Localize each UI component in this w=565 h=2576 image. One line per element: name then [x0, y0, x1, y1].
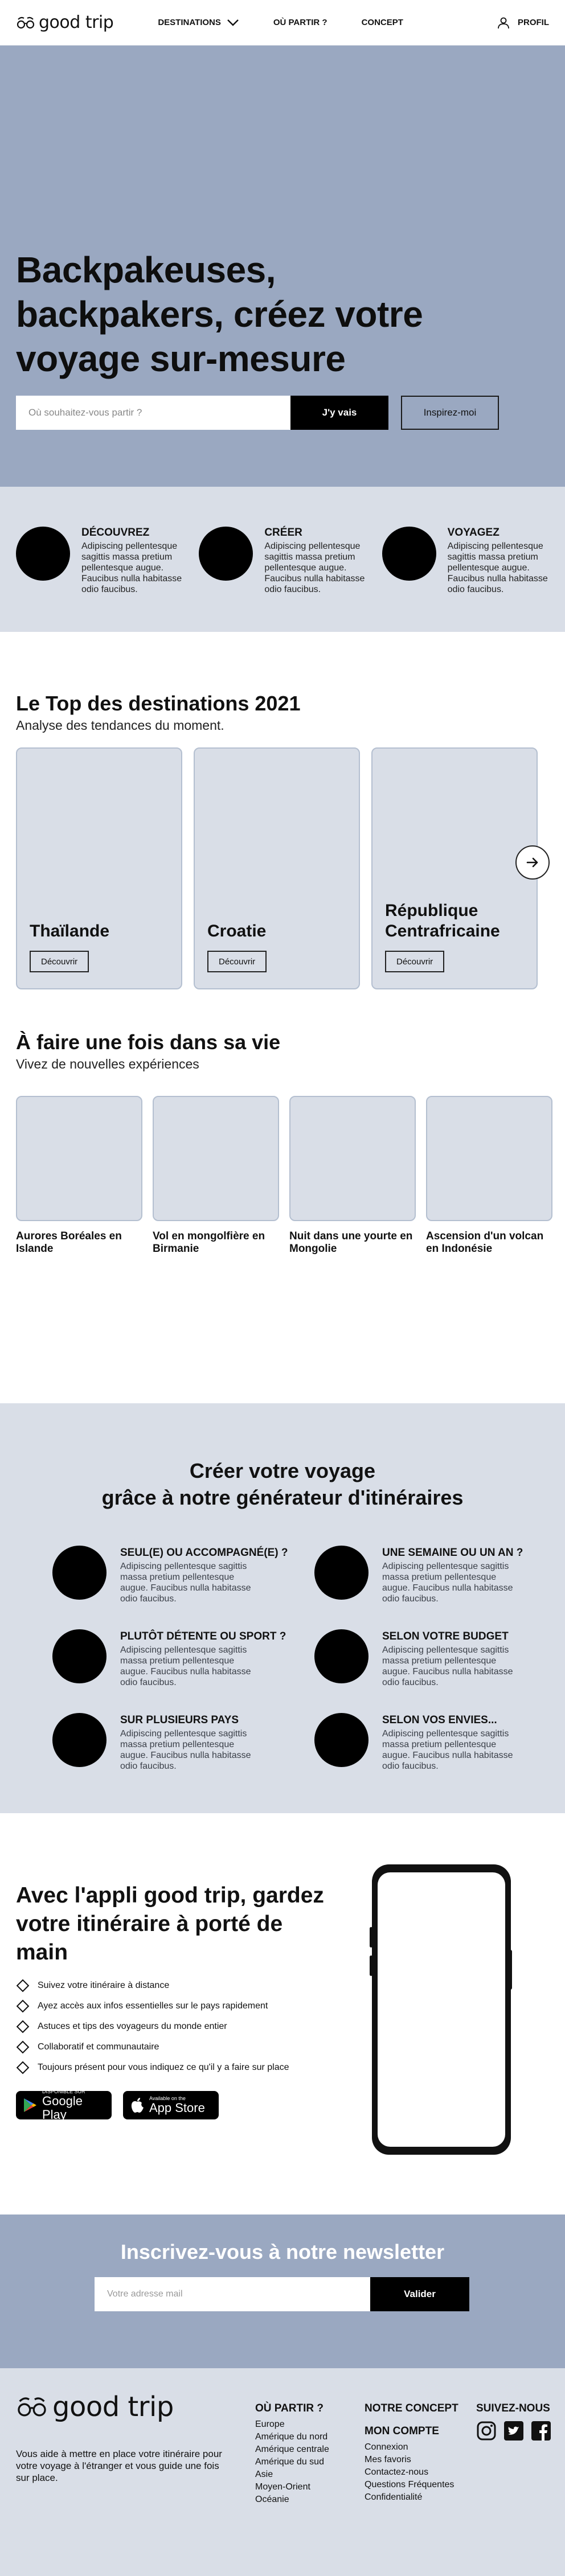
nav-destinations-label: DESTINATIONS	[158, 18, 221, 27]
criteria-item	[52, 1629, 314, 1688]
phone-volume-down	[370, 1955, 372, 1976]
once-in-life-subtitle: Vivez de nouvelles expériences	[16, 1057, 199, 1071]
experience-label: Aurores Boréales en Islande	[16, 1230, 122, 1255]
footer-link[interactable]: Connexion	[365, 2442, 408, 2452]
app-store-small-text: Available on the	[149, 2096, 186, 2101]
experience-image	[289, 1096, 416, 1221]
app-store-badge[interactable]	[123, 2091, 219, 2119]
hero-section	[0, 46, 565, 487]
phone-volume-up	[370, 1927, 372, 1948]
footer-link[interactable]: Europe	[255, 2419, 285, 2429]
destination-name: Thaïlande	[30, 922, 110, 940]
criteria-item	[314, 1546, 523, 1604]
generator-title-line2: grâce à notre générateur d'itinéraires	[101, 1486, 464, 1509]
destination-card-croatie[interactable]	[194, 747, 360, 989]
list-item	[16, 1975, 289, 1996]
newsletter-section	[0, 2215, 565, 2368]
list-item	[16, 2016, 289, 2037]
criteria-title: SEUL(E) OU ACCOMPAGNÉ(E) ?	[120, 1547, 288, 1559]
footer-link[interactable]: Contactez-nous	[365, 2467, 429, 2477]
discover-button[interactable]: Découvrir	[30, 951, 89, 972]
top-destinations-subtitle: Analyse des tendances du moment.	[16, 718, 224, 733]
criteria-desc: Adipiscing pellentesque sagittis massa pretium pellentesque augue. Faucibus nulla habitasse odio faucibus.	[120, 1645, 251, 1687]
phone-side-button	[509, 1950, 512, 1990]
experience-image	[153, 1096, 279, 1221]
newsletter-submit-button[interactable]: Valider	[370, 2277, 469, 2311]
criteria-circle-icon	[52, 1546, 107, 1600]
app-feature-list	[16, 1975, 289, 2078]
experience-label: Ascension d'un volcan en Indonésie	[426, 1230, 544, 1255]
footer-col-title: SUIVEZ-NOUS	[476, 2402, 550, 2414]
diamond-bullet-icon	[17, 2000, 30, 2013]
instagram-icon[interactable]	[476, 2421, 497, 2441]
main-nav	[158, 18, 403, 27]
generator-section	[0, 1403, 565, 1813]
logo-text: good trip	[39, 13, 114, 32]
top-destinations-section	[0, 632, 565, 1030]
inspire-button[interactable]: Inspirez-moi	[401, 396, 499, 430]
nav-ou-partir[interactable]	[273, 18, 327, 27]
criteria-item	[314, 1713, 519, 1772]
feature-creer	[199, 527, 366, 632]
criteria-title: PLUTÔT DÉTENTE OU SPORT ?	[120, 1630, 286, 1642]
destination-name: République Centrafricaine	[385, 901, 500, 940]
facebook-icon[interactable]	[531, 2421, 551, 2441]
destination-cards	[16, 747, 538, 989]
diamond-bullet-icon	[17, 2061, 30, 2074]
discover-button[interactable]: Découvrir	[207, 951, 267, 972]
footer-description: Vous aide à mettre en place votre itinéraire pour votre voyage à l'étranger et vous guide une fois sur place.	[16, 2448, 222, 2483]
list-item-text: Collaboratif et communautaire	[38, 2042, 159, 2052]
footer-col-title: OÙ PARTIR ?	[255, 2402, 324, 2414]
newsletter-email-input[interactable]	[95, 2277, 370, 2311]
go-button[interactable]: J'y vais	[290, 396, 388, 430]
criteria-title: SELON VOTRE BUDGET	[382, 1630, 509, 1642]
criteria-title: UNE SEMAINE OU UN AN ?	[382, 1547, 523, 1559]
once-in-life-title: À faire une fois dans sa vie	[16, 1030, 281, 1054]
site-footer	[0, 2368, 565, 2576]
feature-desc: Adipiscing pellentesque sagittis massa pretium pellentesque augue. Faucibus nulla habitasse odio faucibus.	[81, 541, 182, 594]
chevron-down-icon	[227, 19, 239, 27]
criteria-desc: Adipiscing pellentesque sagittis massa pretium pellentesque augue. Faucibus nulla habitasse odio faucibus.	[382, 1562, 513, 1604]
feature-desc: Adipiscing pellentesque sagittis massa pretium pellentesque augue. Faucibus nulla habitasse odio faucibus.	[447, 541, 548, 594]
footer-link[interactable]: Amérique centrale	[255, 2444, 329, 2454]
diamond-bullet-icon	[17, 2020, 30, 2033]
nav-concept-label: CONCEPT	[361, 18, 403, 27]
newsletter-form	[95, 2277, 469, 2311]
experience-cards	[16, 1096, 552, 1255]
site-header	[0, 0, 565, 46]
diamond-bullet-icon	[17, 1979, 30, 1992]
experience-label: Nuit dans une yourte en Mongolie	[289, 1230, 413, 1255]
generator-title	[0, 1457, 565, 1511]
apple-icon	[130, 2097, 145, 2114]
list-item-text: Toujours présent pour vous indiquez ce qu'il y a faire sur place	[38, 2063, 289, 2072]
feature-title: CRÉER	[264, 527, 302, 539]
list-item-text: Ayez accès aux infos essentielles sur le pays rapidement	[38, 2001, 268, 2011]
criteria-title: SUR PLUSIEURS PAYS	[120, 1714, 239, 1726]
experience-card[interactable]	[153, 1096, 279, 1255]
criteria-circle-icon	[52, 1713, 107, 1767]
criteria-circle-icon	[314, 1629, 369, 1683]
diamond-bullet-icon	[17, 2041, 30, 2054]
criteria-desc: Adipiscing pellentesque sagittis massa pretium pellentesque augue. Faucibus nulla habitasse odio faucibus.	[120, 1729, 251, 1771]
glasses-logo-icon	[16, 2396, 48, 2418]
glasses-logo-icon	[16, 16, 35, 30]
discover-button[interactable]: Découvrir	[385, 951, 444, 972]
next-arrow-button[interactable]	[515, 845, 550, 880]
destination-search-input[interactable]	[16, 396, 290, 430]
criteria-desc: Adipiscing pellentesque sagittis massa pretium pellentesque augue. Faucibus nulla habitasse odio faucibus.	[382, 1645, 513, 1687]
feature-circle-icon	[16, 527, 70, 581]
experience-image	[426, 1096, 552, 1221]
hero-title: Backpakeuses, backpakers, créez votre voyage sur-mesure	[16, 249, 423, 379]
footer-link[interactable]: Mes favoris	[365, 2455, 411, 2464]
criteria-circle-icon	[314, 1713, 369, 1767]
footer-col-title[interactable]: NOTRE CONCEPT	[365, 2402, 458, 2414]
criteria-desc: Adipiscing pellentesque sagittis massa pretium pellentesque augue. Faucibus nulla habitasse odio faucibus.	[382, 1729, 513, 1771]
list-item	[16, 1996, 289, 2016]
footer-col-social	[476, 2402, 551, 2441]
criteria-circle-icon	[314, 1546, 369, 1600]
nav-concept[interactable]	[362, 18, 403, 27]
experience-image	[16, 1096, 142, 1221]
arrow-right-icon	[524, 854, 541, 871]
experience-label: Vol en mongolfière en Birmanie	[153, 1230, 265, 1255]
footer-link[interactable]: Questions Fréquentes	[365, 2480, 455, 2489]
top-destinations-title: Le Top des destinations 2021	[16, 692, 301, 715]
phone-screen	[378, 1872, 505, 2147]
destination-name: Croatie	[207, 922, 267, 940]
features-section	[0, 487, 565, 632]
generator-title-line1: Créer votre voyage	[189, 1459, 376, 1482]
feature-circle-icon	[199, 527, 253, 581]
footer-link[interactable]: Confidentialité	[365, 2492, 423, 2502]
nav-ou-partir-label: OÙ PARTIR ?	[273, 18, 327, 27]
list-item	[16, 2057, 289, 2078]
app-store-big-text: App Store	[149, 2101, 205, 2115]
footer-link[interactable]: Moyen-Orient	[255, 2482, 310, 2492]
feature-circle-icon	[382, 527, 436, 581]
app-section	[0, 1813, 565, 2215]
newsletter-title: Inscrivez-vous à notre newsletter	[120, 2240, 445, 2263]
feature-title: DÉCOUVREZ	[81, 527, 150, 539]
feature-voyagez	[382, 527, 549, 632]
experience-card[interactable]	[16, 1096, 142, 1255]
feature-decouvrez	[16, 527, 183, 632]
experience-card[interactable]	[289, 1096, 416, 1255]
footer-col-destinations	[255, 2402, 329, 2506]
footer-logo[interactable]	[16, 2391, 174, 2423]
store-badges	[16, 2089, 219, 2122]
google-play-small-text: DISPONIBLE SUR	[42, 2089, 85, 2094]
feature-desc: Adipiscing pellentesque sagittis massa pretium pellentesque augue. Faucibus nulla habitasse odio faucibus.	[264, 541, 365, 594]
footer-link[interactable]: Amérique du sud	[255, 2457, 324, 2467]
footer-col-title: MON COMPTE	[365, 2425, 439, 2437]
criteria-desc: Adipiscing pellentesque sagittis massa pretium pellentesque augue. Faucibus nulla habitasse odio faucibus.	[120, 1562, 251, 1604]
criteria-item	[314, 1629, 519, 1688]
footer-col-concept	[365, 2402, 458, 2504]
twitter-icon[interactable]	[503, 2421, 524, 2441]
footer-logo-text: good trip	[52, 2391, 174, 2423]
hero-search	[16, 396, 499, 430]
profile-link[interactable]	[497, 17, 549, 29]
phone-mockup	[372, 1864, 511, 2155]
footer-link[interactable]: Asie	[255, 2470, 273, 2479]
list-item-text: Astuces et tips des voyageurs du monde entier	[38, 2022, 227, 2031]
feature-title: VOYAGEZ	[447, 527, 500, 539]
google-play-badge[interactable]	[16, 2089, 112, 2122]
destination-card-republique-centrafricaine[interactable]	[371, 747, 538, 989]
list-item	[16, 2037, 289, 2057]
once-in-life-section	[0, 1030, 565, 1403]
criteria-title: SELON VOS ENVIES...	[382, 1714, 497, 1726]
experience-card[interactable]	[426, 1096, 552, 1255]
google-play-icon	[23, 2097, 38, 2113]
profile-label: PROFIL	[518, 18, 549, 27]
google-play-big-text: Google Play	[42, 2094, 83, 2122]
criteria-circle-icon	[52, 1629, 107, 1683]
destination-card-thailande[interactable]	[16, 747, 182, 989]
logo[interactable]	[16, 13, 113, 32]
user-icon	[497, 17, 510, 29]
generator-criteria	[52, 1546, 523, 1772]
criteria-item	[52, 1713, 314, 1772]
footer-link[interactable]: Océanie	[255, 2495, 289, 2504]
footer-link[interactable]: Amérique du nord	[255, 2432, 328, 2442]
app-title: Avec l'appli good trip, gardez votre itinéraire à porté de main	[16, 1883, 324, 1965]
list-item-text: Suivez votre itinéraire à distance	[38, 1981, 170, 1990]
social-links	[476, 2421, 551, 2441]
criteria-item	[52, 1546, 314, 1604]
nav-destinations[interactable]	[158, 18, 239, 27]
